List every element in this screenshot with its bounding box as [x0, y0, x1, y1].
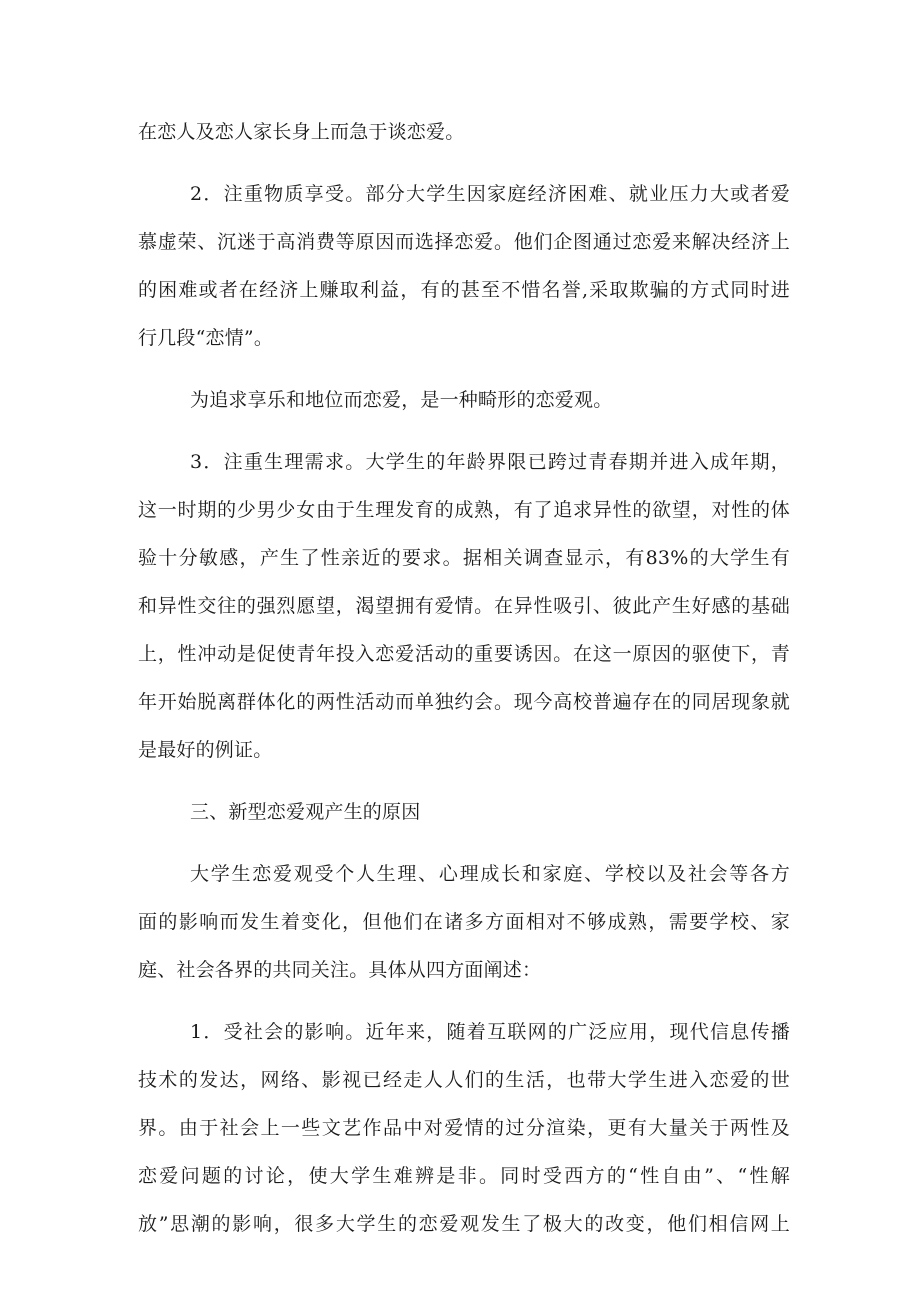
paragraph-line: 庭、社会各界的共同关注。具体从四方面阐述：	[138, 959, 542, 981]
paragraph-line: 和异性交往的强烈愿望，渴望拥有爱情。在异性吸引、彼此产生好感的基础	[138, 595, 790, 617]
paragraph-line: 技术的发达，网络、影视已经走人人们的生活，也带大学生进入恋爱的世	[138, 1069, 790, 1091]
paragraph-line: 年开始脱离群体化的两性活动而单独约会。现今高校普遍存在的同居现象就	[138, 691, 790, 713]
paragraph-line: 行几段“恋情”。	[138, 327, 274, 349]
paragraph-line: 恋爱问题的讨论，使大学生难辨是非。同时受西方的“性自由”、“性解	[138, 1165, 790, 1187]
paragraph-line: 在恋人及恋人家长身上而急于谈恋爱。	[138, 121, 465, 143]
paragraph-line: 慕虚荣、沉迷于高消费等原因而选择恋爱。他们企图通过恋爱来解决经济上	[138, 231, 790, 253]
section-heading: 三、新型恋爱观产生的原因	[190, 801, 421, 823]
paragraph-line: 为追求享乐和地位而恋爱，是一种畸形的恋爱观。	[190, 389, 613, 411]
paragraph-line: 上，性冲动是促使青年投入恋爱活动的重要诱因。在这一原因的驱使下，青	[138, 643, 790, 665]
paragraph-line: 2．注重物质享受。部分大学生因家庭经济困难、就业压力大或者爱	[190, 183, 790, 205]
paragraph-line: 是最好的例证。	[138, 739, 273, 761]
paragraph-line: 1．受社会的影响。近年来，随着互联网的广泛应用，现代信息传播	[190, 1021, 790, 1043]
paragraph-line: 验十分敏感，产生了性亲近的要求。据相关调查显示，有83%的大学生有	[138, 547, 790, 569]
paragraph-line: 面的影响而发生着变化，但他们在诸多方面相对不够成熟，需要学校、家	[138, 911, 790, 933]
paragraph-line: 界。由于社会上一些文艺作品中对爱情的过分渲染，更有大量关于两性及	[138, 1117, 790, 1139]
paragraph-line: 大学生恋爱观受个人生理、心理成长和家庭、学校以及社会等各方	[190, 863, 790, 885]
paragraph-line: 这一时期的少男少女由于生理发育的成熟，有了追求异性的欲望，对性的体	[138, 499, 790, 521]
paragraph-line: 的困难或者在经济上赚取利益，有的甚至不惜名誉,采取欺骗的方式同时进	[138, 279, 790, 301]
document-page	[138, 108, 790, 1248]
paragraph-line: 3．注重生理需求。大学生的年龄界限已跨过青春期并进入成年期，	[190, 451, 790, 473]
paragraph-line: 放”思潮的影响，很多大学生的恋爱观发生了极大的改变，他们相信网上	[138, 1213, 790, 1235]
